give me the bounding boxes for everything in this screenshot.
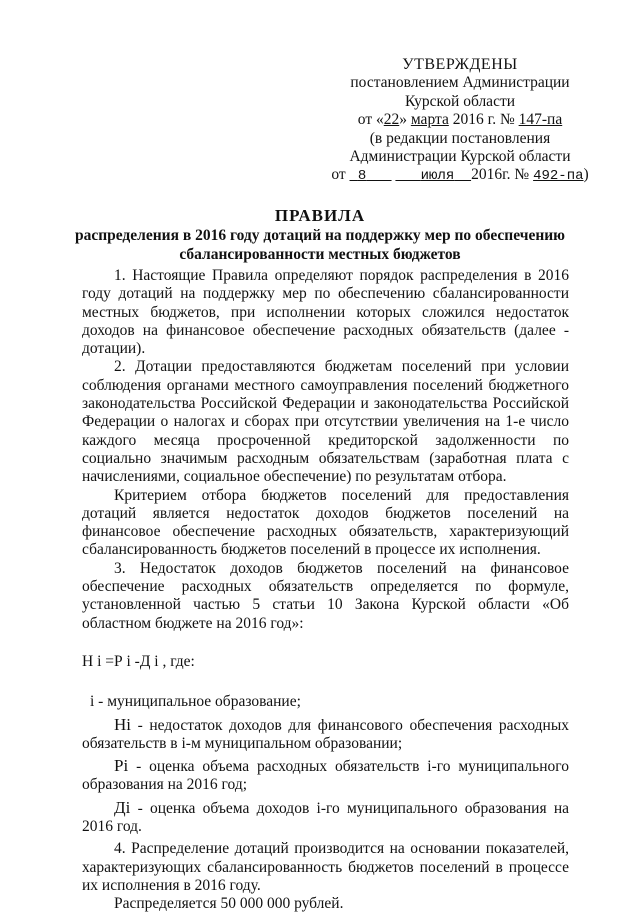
approval-line-4: (в редакции постановления	[369, 129, 551, 147]
approval-block	[330, 56, 590, 186]
formula: Н i =Р i -Д i , где:	[82, 652, 195, 670]
date-month: марта	[410, 111, 449, 129]
amend-year: 2016г. №	[471, 166, 534, 184]
title-sub-1: распределения в 2016 году дотаций на поддержку мер по обеспечению	[74, 227, 566, 244]
title-sub-2: сбалансированности местных бюджетов	[179, 245, 461, 263]
amend-month: июля	[420, 168, 455, 185]
paragraph-1: 1. Настоящие Правила определяют порядок распределения в 2016 году дотаций на поддержку мер по обеспечению сбалансированности местных бюджетов, при исполнении которых сложился недостаток доходов на финансовое обеспечение расходных обязательств (далее - дотации).	[82, 267, 569, 358]
document-title	[70, 205, 570, 264]
paragraph-3: Критерием отбора бюджетов поселений для предоставления дотаций является недостаток доходов бюджетов поселений на финансовое обеспечение расходных обязательств, характеризующий сбалансированность бюджетов поселений в процессе их исполнения.	[82, 486, 569, 559]
paragraph-2: 2. Дотации предоставляются бюджетам поселений при условии соблюдения органами местного самоуправления поселений бюджетного законодательства Российской Федерации и законодательства Российской Федерации о налогах и сборах при отсутствии увеличения на 1-е число каждого месяца просроченной кредиторской задолженности по социально значимым расходным обязательствам (заработная плата с начислениями, социальное обеспечение) по результатам отбора.	[82, 358, 569, 486]
definition-i: i - муниципальное образование;	[90, 693, 301, 711]
definition-d: Дi - оценка объема доходов i-го муниципального образования на 2016 год.	[82, 797, 569, 836]
title-main: ПРАВИЛА	[274, 206, 366, 225]
paragraph-5: 4. Распределение дотаций производится на основании показателей, характеризующих сбалансированность бюджетов поселений в процессе их исполнения в 2016 году.	[82, 840, 569, 894]
amend-day: 8	[357, 168, 367, 185]
approval-date-line	[330, 111, 590, 129]
date-mid-2: 2016 г. №	[448, 111, 519, 129]
amendment-date-line	[330, 166, 590, 185]
document-body	[82, 267, 569, 914]
definition-p: Рi - оценка объема расходных обязательств i-го муниципального образования на 2016 год;	[82, 756, 569, 794]
amend-number: 492-па	[533, 168, 584, 185]
paragraph-4: 3. Недостаток доходов бюджетов поселений на финансовое обеспечение расходных обязательств определяется по формуле, установленной частью 5 статьи 10 Закона Курской области «Об областном бюджете на 2016 год»:	[82, 559, 569, 632]
paragraph-6: Распределяется 50 000 000 рублей.	[114, 895, 344, 913]
definition-h: Нi - недостаток доходов для финансового обеспечения расходных обязательств в i-м муниципальном образовании;	[82, 714, 569, 752]
approval-line-5: Администрации Курской области	[349, 148, 571, 166]
approval-line-2: Курской области	[404, 92, 516, 110]
date-prefix: от «	[357, 111, 384, 129]
date-mid-1: »	[399, 111, 407, 129]
amend-close: )	[583, 166, 589, 184]
approval-line-1: постановлением Администрации	[350, 74, 570, 92]
date-number: 147-па	[518, 111, 563, 129]
amend-prefix: от	[331, 166, 350, 184]
approval-heading: УТВЕРЖДЕНЫ	[402, 56, 518, 73]
date-day: 22	[383, 111, 400, 129]
